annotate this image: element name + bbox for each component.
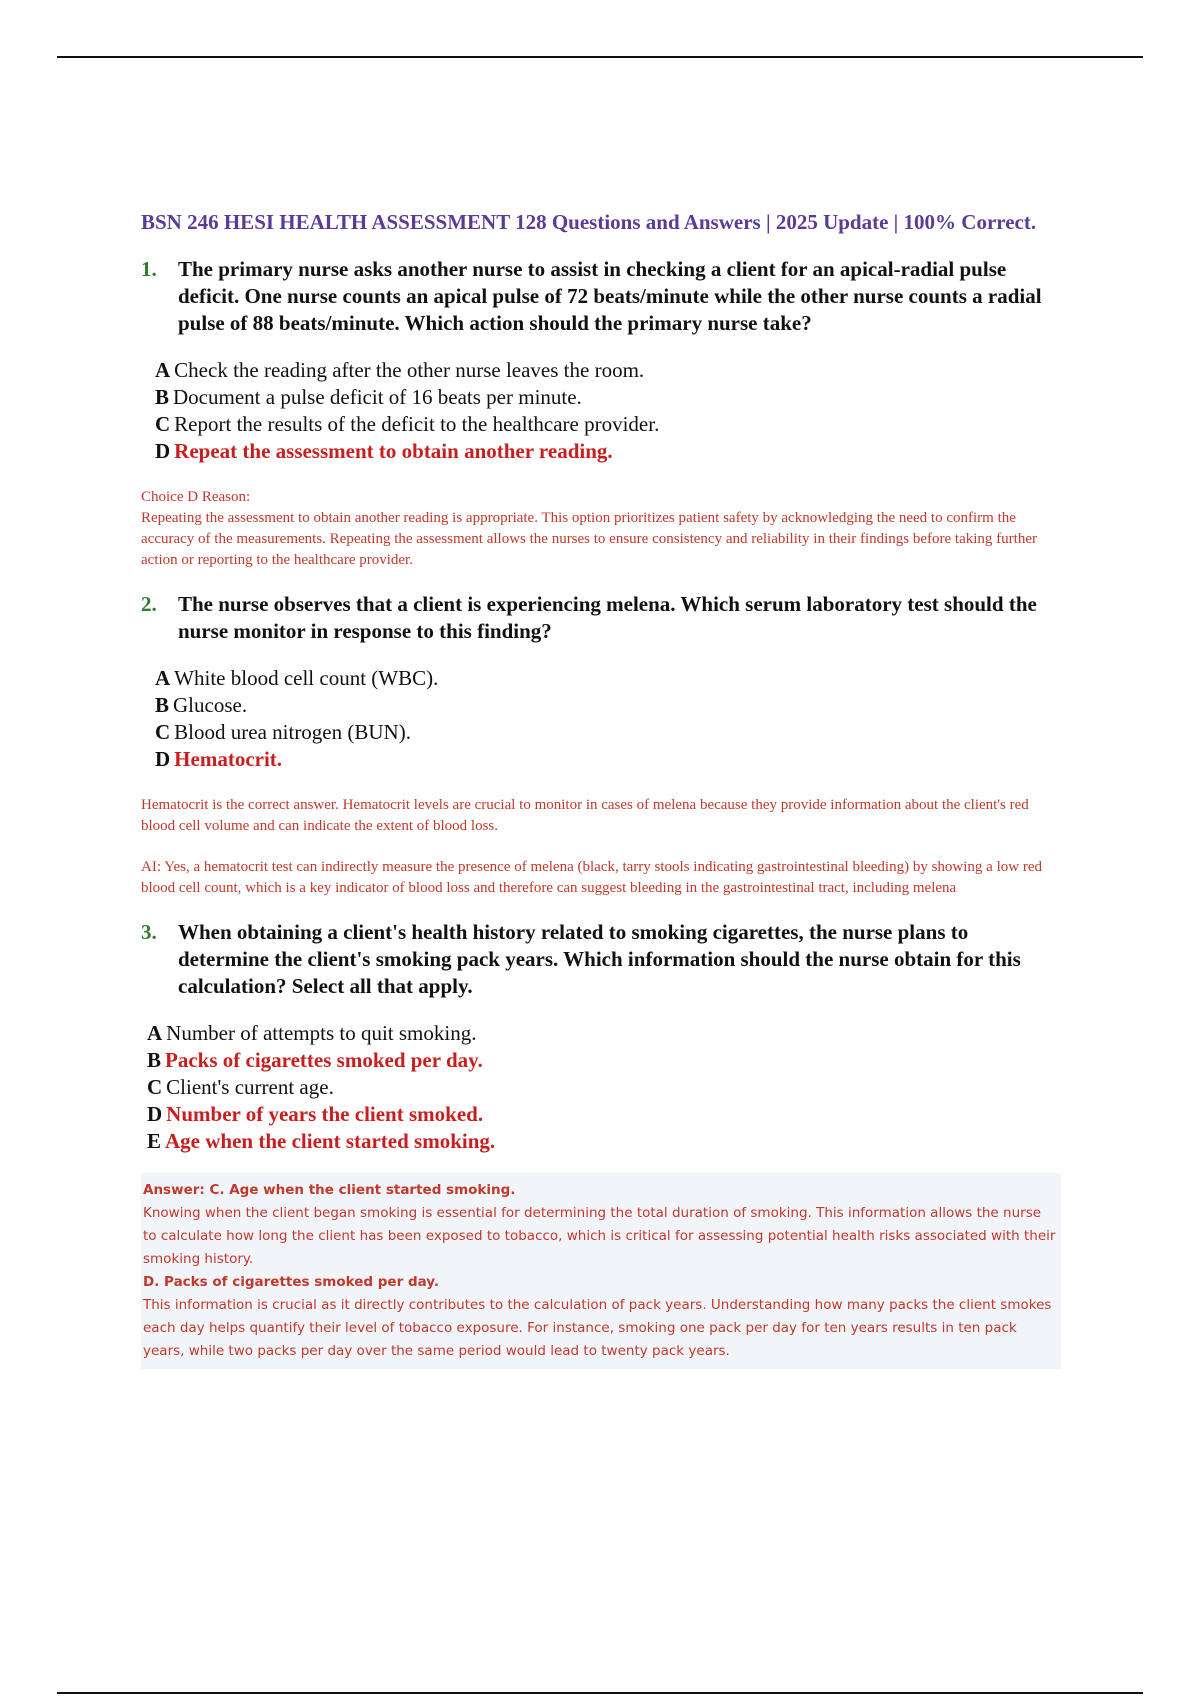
question-number: 3.: [141, 920, 157, 944]
rationale-label: Choice D Reason:: [141, 489, 251, 505]
answer-heading: D. Packs of cigarettes smoked per day.: [143, 1274, 439, 1290]
document-page: [141, 208, 1061, 1369]
option-b-correct: B Packs of cigarettes smoked per day.: [147, 1048, 483, 1072]
question-1: [141, 256, 1061, 337]
question-3: [141, 919, 1061, 1000]
answer-text: Knowing when the client began smoking is essential for determining the total duration of smoking. This information allows the nurse to calculate how long the client has been exposed to tobacco, which is critical for assessing potential health risks associated with their smoking history.: [143, 1205, 1056, 1267]
question-number: 2.: [141, 592, 157, 616]
answer-options-3: [147, 1020, 1061, 1155]
option-a: A Check the reading after the other nurse leaves the room.: [155, 358, 645, 382]
footer-rule: [57, 1692, 1143, 1694]
answer-options-2: [155, 665, 1061, 773]
option-b: B Glucose.: [155, 693, 248, 717]
document-title: BSN 246 HESI HEALTH ASSESSMENT 128 Questions and Answers | 2025 Update | 100% Correct.: [141, 210, 1037, 234]
question-text: The nurse observes that a client is experiencing melena. Which serum laboratory test should the nurse monitor in response to this finding?: [178, 592, 1037, 643]
rationale-1: [141, 487, 1061, 571]
rationale-2a: Hematocrit is the correct answer. Hematocrit levels are crucial to monitor in cases of melena because they provide information about the client's red blood cell volume and can indicate the extent of blood loss.: [141, 797, 1029, 834]
header-rule: [57, 56, 1143, 58]
answer-text: This information is crucial as it directly contributes to the calculation of pack years. Understanding how many packs the client smokes each day helps quantify their level of tobacco exposure. For instance, smoking one pack per day for ten years results in ten pack years, while two packs per day over the same period would lead to twenty pack years.: [143, 1297, 1052, 1359]
option-c: C Blood urea nitrogen (BUN).: [155, 720, 411, 744]
answer-heading: Answer: C. Age when the client started smoking.: [143, 1182, 516, 1198]
answer-options-1: [155, 357, 1061, 465]
question-2: [141, 591, 1061, 645]
option-d-correct: D Number of years the client smoked.: [147, 1102, 484, 1126]
question-text: The primary nurse asks another nurse to assist in checking a client for an apical-radial pulse deficit. One nurse counts an apical pulse of 72 beats/minute while the other nurse counts a radial pulse of 88 beats/minute. Which action should the primary nurse take?: [178, 257, 1042, 335]
option-b: B Document a pulse deficit of 16 beats per minute.: [155, 385, 582, 409]
option-c: C Report the results of the deficit to the healthcare provider.: [155, 412, 660, 436]
answer-explanation-box: [141, 1173, 1061, 1369]
option-a: A Number of attempts to quit smoking.: [147, 1021, 477, 1045]
option-a: A White blood cell count (WBC).: [155, 666, 439, 690]
question-text: When obtaining a client's health history related to smoking cigarettes, the nurse plans to determine the client's smoking pack years. Which information should the nurse obtain for this calculation? Select all that apply.: [178, 920, 1021, 998]
option-c: C Client's current age.: [147, 1075, 334, 1099]
option-d-correct: D Repeat the assessment to obtain another reading.: [155, 439, 613, 463]
rationale-2b: AI: Yes, a hematocrit test can indirectly measure the presence of melena (black, tarry stools indicating gastrointestinal bleeding) by showing a low red blood cell count, which is a key indicator of blood loss and therefore can suggest bleeding in the gastrointestinal tract, including melena: [141, 859, 1042, 896]
rationale-text: Repeating the assessment to obtain another reading is appropriate. This option prioritizes patient safety by acknowledging the need to confirm the accuracy of the measurements. Repeating the assessment allows the nurses to ensure consistency and reliability in their findings before taking further action or reporting to the healthcare provider.: [141, 510, 1037, 568]
option-e-correct: E Age when the client started smoking.: [147, 1129, 496, 1153]
option-d-correct: D Hematocrit.: [155, 747, 283, 771]
question-number: 1.: [141, 257, 157, 281]
